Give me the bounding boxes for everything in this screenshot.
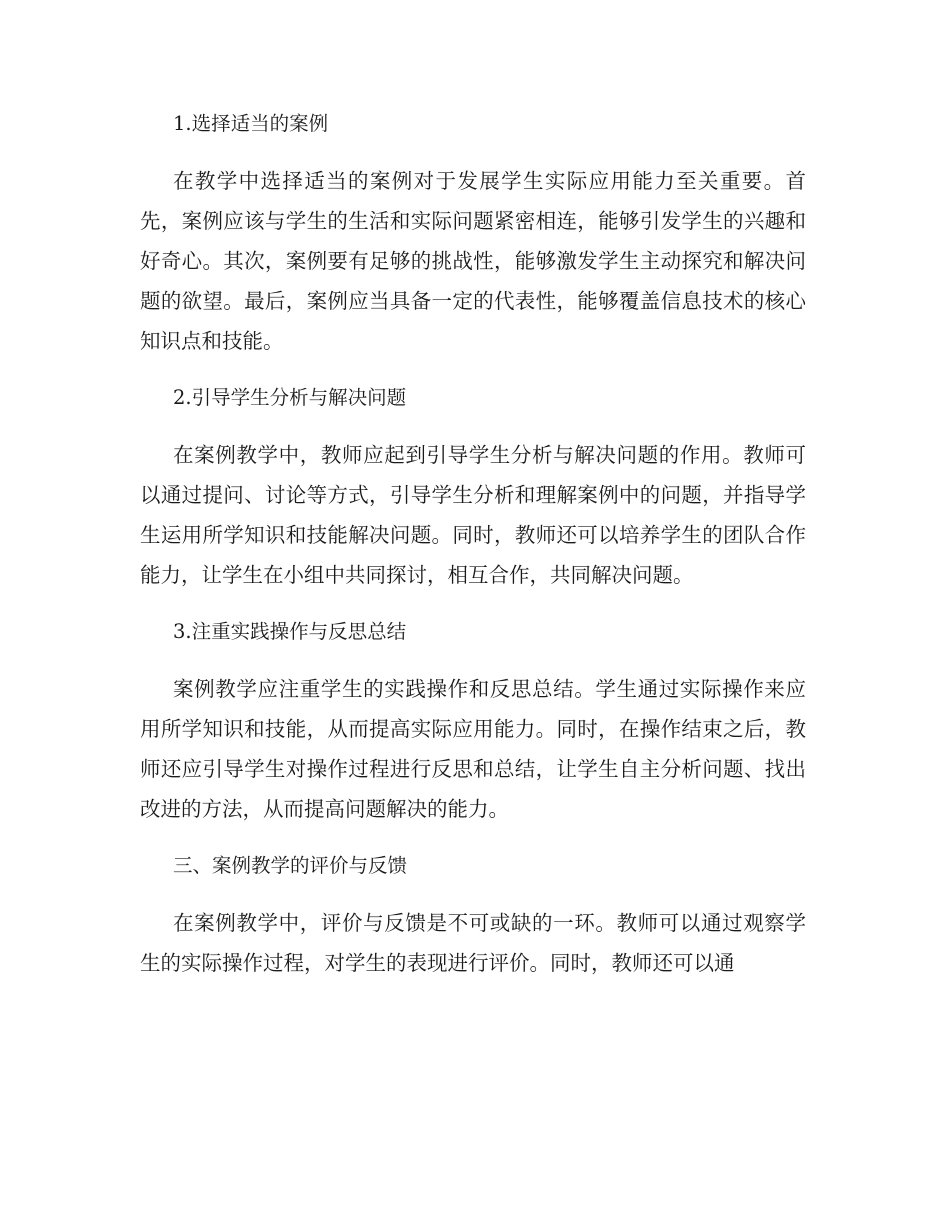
section-paragraph: 在案例教学中，评价与反馈是不可或缺的一环。教师可以通过观察学生的实际操作过程，对学生的表现进行评价。同时，教师还可以通 xyxy=(140,911,806,975)
section-paragraph: 在教学中选择适当的案例对于发展学生实际应用能力至关重要。首先，案例应该与学生的生活和实际问题紧密相连，能够引发学生的兴趣和好奇心。其次，案例要有足够的挑战性，能够激发学生主动探究和解决问题的欲望。最后，案例应当具备一定的代表性，能够覆盖信息技术的核心知识点和技能。 xyxy=(140,169,806,353)
section-paragraph: 在案例教学中，教师应起到引导学生分析与解决问题的作用。教师可以通过提问、讨论等方式，引导学生分析和理解案例中的问题，并指导学生运用所学知识和技能解决问题。同时，教师还可以培养学生的团队合作能力，让学生在小组中共同探讨，相互合作，共同解决问题。 xyxy=(140,443,806,587)
section-heading: 三、案例教学的评价与反馈 xyxy=(173,854,408,877)
section-2 xyxy=(140,378,806,612)
section-3 xyxy=(140,612,806,846)
section-paragraph: 案例教学应注重学生的实践操作和反思总结。学生通过实际操作来应用所学知识和技能，从而提高实际应用能力。同时，在操作结束之后，教师还应引导学生对操作过程进行反思和总结，让学生自主分析问题、找出改进的方法，从而提高问题解决的能力。 xyxy=(140,677,806,821)
section-heading: 1.选择适当的案例 xyxy=(173,112,329,135)
document-body xyxy=(140,104,806,983)
section-heading: 2.引导学生分析与解决问题 xyxy=(173,386,407,409)
section-heading: 3.注重实践操作与反思总结 xyxy=(173,620,407,643)
section-1 xyxy=(140,104,806,378)
section-4 xyxy=(140,846,806,983)
